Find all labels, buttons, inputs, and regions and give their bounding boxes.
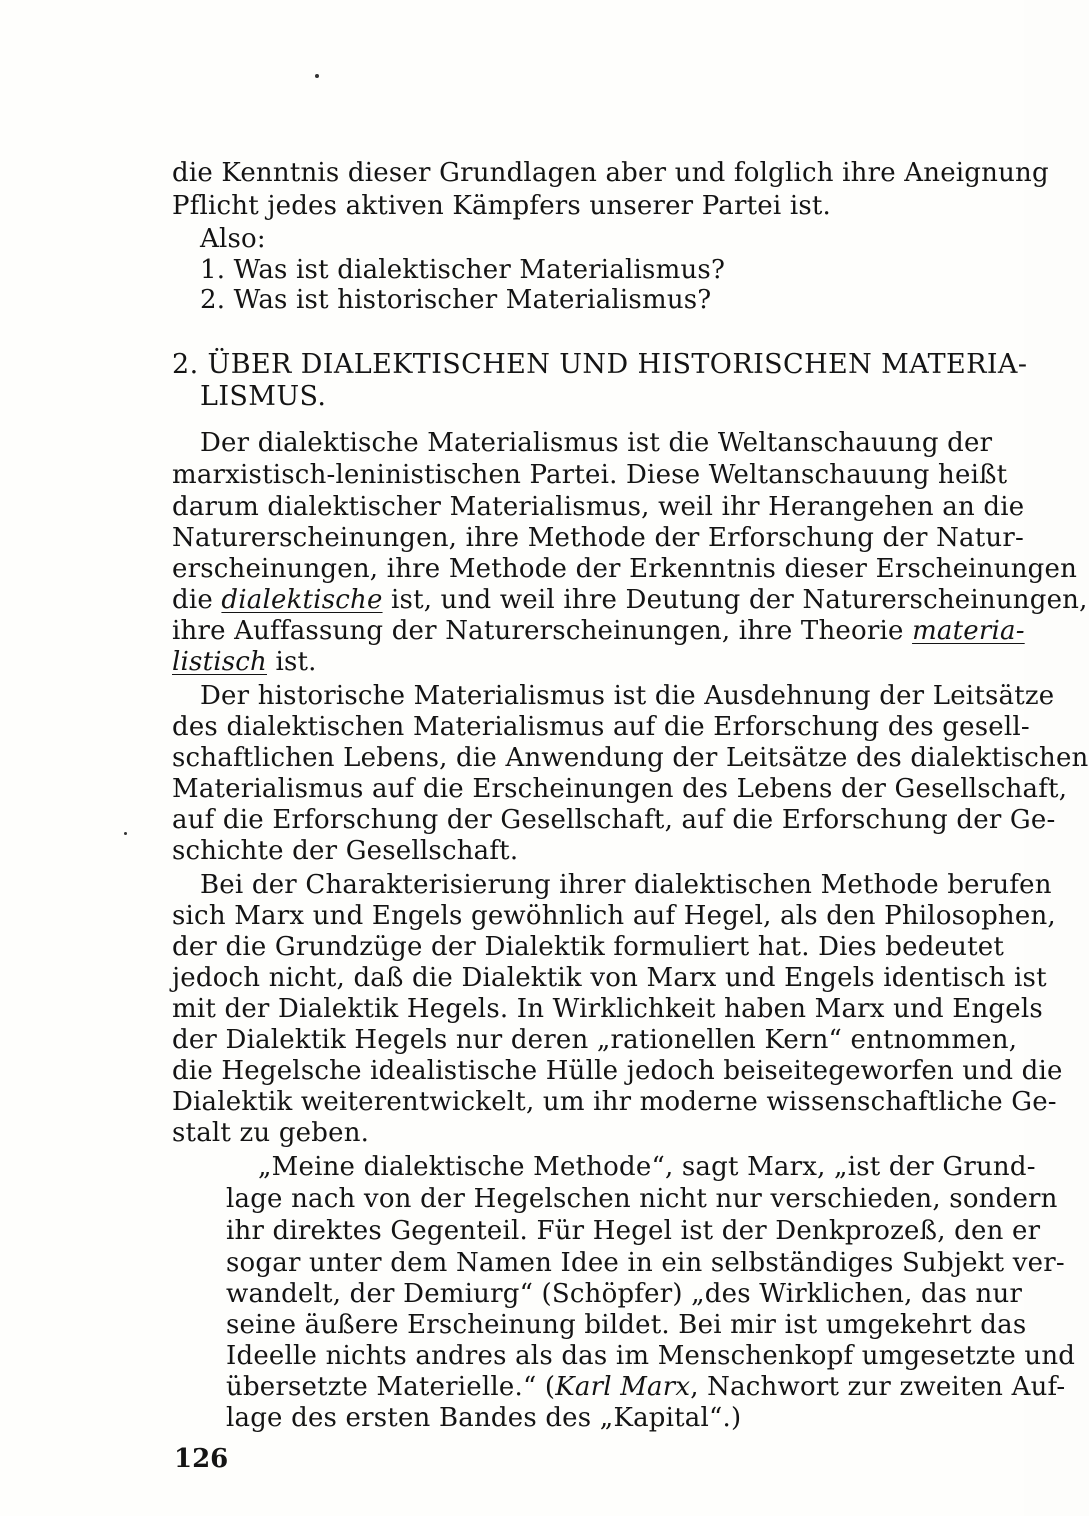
paragraph-line: der Dialektik Hegels nur deren „rationellen Kern“ entnommen, bbox=[172, 1025, 1018, 1055]
intro-line: Pflicht jedes aktiven Kämpfers unserer Partei ist. bbox=[172, 191, 831, 221]
text-fragment: übersetzte Materielle.“ ( bbox=[226, 1372, 556, 1402]
quote-line: „Meine dialektische Methode“, sagt Marx, „ist der Grund- bbox=[258, 1152, 1036, 1182]
text-fragment: ist, und weil ihre Deutung der Naturerscheinungen, bbox=[382, 585, 1088, 615]
paragraph-line: schichte der Gesellschaft. bbox=[172, 836, 519, 866]
paragraph-line: auf die Erforschung der Gesellschaft, auf die Erforschung der Ge- bbox=[172, 805, 1056, 835]
text-fragment: ihre Auffassung der Naturerscheinungen, ihre Theorie bbox=[172, 616, 913, 646]
quote-line: ihr direktes Gegenteil. Für Hegel ist der Denkprozeß, den er bbox=[226, 1216, 1041, 1246]
quote-line: sogar unter dem Namen Idee in ein selbständiges Subjekt ver- bbox=[226, 1248, 1065, 1278]
paragraph-line: die Hegelsche idealistische Hülle jedoch beiseitegeworfen und die bbox=[172, 1056, 1063, 1086]
paragraph-line: erscheinungen, ihre Methode der Erkenntnis dieser Erscheinungen bbox=[172, 554, 1078, 584]
citation-author: Karl Marx bbox=[555, 1372, 691, 1402]
paragraph-line: Naturerscheinungen, ihre Methode der Erforschung der Natur- bbox=[172, 523, 1024, 553]
quote-line: lage nach von der Hegelschen nicht nur verschieden, sondern bbox=[226, 1184, 1058, 1214]
question-item: 2. Was ist historischer Materialismus? bbox=[200, 285, 712, 315]
paragraph-line: marxistisch-leninistischen Partei. Diese Weltanschauung heißt bbox=[172, 460, 1008, 490]
also-label: Also: bbox=[200, 224, 266, 254]
intro-line: die Kenntnis dieser Grundlagen aber und folglich ihre Aneignung bbox=[172, 158, 1049, 188]
paragraph-line: stalt zu geben. bbox=[172, 1118, 370, 1148]
quote-line bbox=[226, 1372, 1066, 1402]
paragraph-line: des dialektischen Materialismus auf die Erforschung des gesell- bbox=[172, 712, 1030, 742]
paragraph-line: schaftlichen Lebens, die Anwendung der Leitsätze des dialektischen bbox=[172, 743, 1089, 773]
paragraph-line: darum dialektischer Materialismus, weil ihr Herangehen an die bbox=[172, 492, 1025, 522]
paragraph-line: der die Grundzüge der Dialektik formuliert hat. Dies bedeutet bbox=[172, 932, 1004, 962]
text-fragment: ist. bbox=[267, 647, 317, 677]
question-item: 1. Was ist dialektischer Materialismus? bbox=[200, 255, 726, 285]
paragraph-line: sich Marx und Engels gewöhnlich auf Hegel, als den Philosophen, bbox=[172, 901, 1056, 931]
page-number: 126 bbox=[174, 1444, 229, 1474]
section-heading: 2. ÜBER DIALEKTISCHEN UND HISTORISCHEN MATERIA- bbox=[172, 349, 1028, 380]
print-speck bbox=[124, 832, 127, 835]
emphasis-term: materia- bbox=[912, 616, 1025, 646]
paragraph-line: mit der Dialektik Hegels. In Wirklichkeit haben Marx und Engels bbox=[172, 994, 1043, 1024]
paragraph-line: Materialismus auf die Erscheinungen des Lebens der Gesellschaft, bbox=[172, 774, 1068, 804]
emphasis-term: listisch bbox=[172, 647, 267, 677]
text-fragment: , Nachwort zur zweiten Auf- bbox=[690, 1372, 1066, 1402]
paragraph-line: Der dialektische Materialismus ist die Weltanschauung der bbox=[200, 428, 993, 458]
paragraph-line bbox=[172, 585, 1088, 615]
emphasis-term: dialektische bbox=[221, 585, 383, 615]
quote-line: lage des ersten Bandes des „Kapital“.) bbox=[226, 1403, 742, 1433]
paragraph-line: Der historische Materialismus ist die Ausdehnung der Leitsätze bbox=[200, 681, 1055, 711]
section-heading-continued: LISMUS. bbox=[200, 381, 327, 412]
print-speck bbox=[315, 74, 319, 78]
paragraph-line: jedoch nicht, daß die Dialektik von Marx und Engels identisch ist bbox=[172, 963, 1047, 993]
quote-line: wandelt, der Demiurg“ (Schöpfer) „des Wirklichen, das nur bbox=[226, 1279, 1023, 1309]
quote-line: Ideelle nichts andres als das im Menschenkopf umgesetzte und bbox=[226, 1341, 1076, 1371]
quote-line: seine äußere Erscheinung bildet. Bei mir ist umgekehrt das bbox=[226, 1310, 1027, 1340]
text-fragment: die bbox=[172, 585, 222, 615]
paragraph-line: Dialektik weiterentwickelt, um ihr moderne wissenschaftliche Ge- bbox=[172, 1087, 1057, 1117]
paragraph-line bbox=[172, 647, 964, 677]
paragraph-line bbox=[172, 616, 1025, 646]
paragraph-line: Bei der Charakterisierung ihrer dialektischen Methode berufen bbox=[200, 870, 1052, 900]
